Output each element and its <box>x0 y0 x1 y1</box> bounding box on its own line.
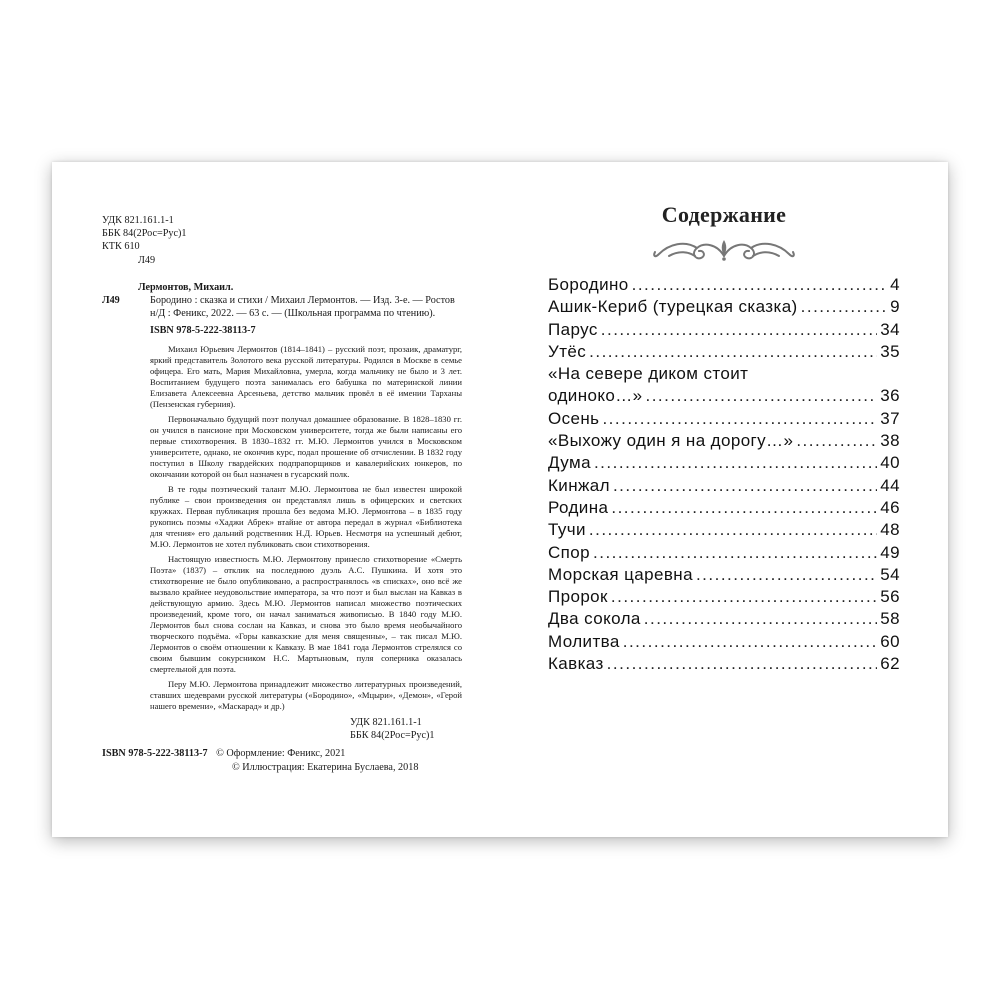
catalog-isbn: ISBN 978-5-222-38113-7 <box>150 325 256 337</box>
toc-page: 40 <box>880 453 900 473</box>
udc-code-bottom: УДК 821.161.1-1 <box>350 716 422 728</box>
toc-entry[interactable] <box>548 430 900 452</box>
toc-entry[interactable] <box>548 608 900 630</box>
toc-title: Молитва <box>548 631 620 651</box>
toc-page: 44 <box>880 475 900 495</box>
leader-dots <box>645 385 877 407</box>
catalog-record <box>102 281 462 742</box>
toc-entry[interactable] <box>548 564 900 586</box>
annotation-paragraph: Первоначально будущий поэт получал домашнее образование. В 1828–1830 гг. он учился в пансионе при Московском университете, тогда же были написаны его первые стихотворения. В 1830–1832 гг. М.Ю. Лермонтов учился в Московском университете, однако, не окончив курс, подал прошение об отчислении. В 1832 году поступил в Школу гвардейских подпрапорщиков и кавалерийских юнкеров, по окончании которой он был назначен в гусарский полк. <box>150 413 462 479</box>
toc-page: 35 <box>880 341 900 361</box>
toc-entry[interactable] <box>548 385 900 407</box>
toc-entry-line1[interactable] <box>548 363 900 385</box>
leader-dots <box>611 497 877 519</box>
leader-dots <box>589 341 877 363</box>
toc-page: 9 <box>890 297 900 317</box>
toc-entry[interactable] <box>548 542 900 564</box>
toc-title: Морская царевна <box>548 564 693 584</box>
toc-entry[interactable] <box>548 408 900 430</box>
toc-title: Два сокола <box>548 609 641 629</box>
author-mark: Л49 <box>138 254 156 266</box>
toc-title: Спор <box>548 542 590 562</box>
toc-page: 49 <box>880 542 900 562</box>
toc-entry[interactable] <box>548 341 900 363</box>
toc-page: 37 <box>880 408 900 428</box>
catalog-author: Лермонтов, Михаил. <box>138 281 234 293</box>
toc-title: Ашик-Кериб (турецкая сказка) <box>548 297 798 317</box>
toc-title: «На севере диком стоит <box>548 364 749 384</box>
toc-title: «Выхожу один я на дорогу…» <box>548 431 794 451</box>
footer-isbn: ISBN 978-5-222-38113-7 <box>102 748 208 759</box>
leader-dots <box>796 430 877 452</box>
toc-title: Бородино <box>548 275 629 294</box>
annotation-paragraph: Михаил Юрьевич Лермонтов (1814–1841) – русский поэт, прозаик, драматург, яркий представитель Золотого века русской литературы. Родился в Москве в семье офицера. Его мать, Мария Михайловна, умерла, когда мальчику не было и 3 лет. Воспитанием будущего поэта занималась его бабушка по материнской линии Елизавета Алексеевна Арсеньева, детство мальчик провёл в её имении Тарханы (Пензенская губерния). <box>150 343 462 409</box>
catalog-mark: Л49 <box>102 294 120 306</box>
annotation-paragraph: Перу М.Ю. Лермонтова принадлежит множество литературных произведений, ставших шедеврами русской литературы («Бородино», «Мцыри», «Демон», «Герой нашего времени», «Маскарад» и др.) <box>150 678 462 711</box>
leader-dots <box>611 586 877 608</box>
toc-page: 58 <box>880 609 900 629</box>
toc-title: Парус <box>548 319 598 339</box>
toc-entry[interactable] <box>548 319 900 341</box>
contents-title: Содержание <box>661 202 787 227</box>
toc-entry[interactable] <box>548 653 900 675</box>
leader-dots <box>601 319 878 341</box>
toc-title: Кинжал <box>548 475 610 495</box>
leader-dots <box>696 564 877 586</box>
toc-page: 62 <box>880 654 900 674</box>
toc-page: 36 <box>880 386 900 406</box>
toc-entry[interactable] <box>548 519 900 541</box>
toc-title: одиноко…» <box>548 386 643 406</box>
leader-dots <box>589 519 877 541</box>
leader-dots <box>623 631 878 653</box>
codes-bottom <box>102 716 462 742</box>
toc-title: Утёс <box>548 341 587 361</box>
toc-entry[interactable] <box>548 497 900 519</box>
contents-page <box>548 202 900 675</box>
toc-title: Дума <box>548 453 591 473</box>
toc-entry[interactable] <box>548 274 900 296</box>
leader-dots <box>594 452 877 474</box>
copyright-footer <box>102 747 418 775</box>
leader-dots <box>593 542 877 564</box>
toc-entry[interactable] <box>548 586 900 608</box>
illustration-copyright: © Иллюстрация: Екатерина Буслаева, 2018 <box>232 762 419 773</box>
toc-entry[interactable] <box>548 452 900 474</box>
toc-page: 48 <box>880 520 900 540</box>
toc-entry[interactable] <box>548 296 900 318</box>
toc-title: Осень <box>548 408 600 428</box>
toc-title: Тучи <box>548 520 586 540</box>
udc-code: УДК 821.161.1-1 <box>102 215 174 226</box>
toc-page: 60 <box>880 631 900 651</box>
toc-title: Кавказ <box>548 654 604 674</box>
imprint-page <box>102 214 462 742</box>
annotation-paragraph: Настоящую известность М.Ю. Лермонтову принесло стихотворение «Смерть Поэта» (1837) – отклик на последнюю дуэль А.С. Пушкина. И хотя это стихотворение не было опубликовано, а распространялось «в списках», оно всё же вызвало крайнее неудовольствие императора, за что поэт и был выслан на Кавказ в действующую армию. Здесь М.Ю. Лермонтов написал множество поэтических произведений, кроме того, он начал заниматься живописью. В 1840 году М.Ю. Лермонтов был снова сослан на Кавказ, и снова это было время необычайного творческого подъёма. «Горы кавказские для меня священны», – так писал М.Ю. Лермонтов о своём отношении к Кавказу. В мае 1841 года Лермонтов стрелялся со своим бывшим сокурсником Н.С. Мартыновым, пуля соперника оказалась смертельной для поэта. <box>150 553 462 674</box>
toc-title: Пророк <box>548 587 608 607</box>
leader-dots <box>801 296 888 318</box>
leader-dots <box>644 608 878 630</box>
bbk-code-bottom: ББК 84(2Рос=Рус)1 <box>350 729 435 741</box>
contents-list <box>548 274 900 675</box>
toc-entry[interactable] <box>548 475 900 497</box>
scroll-ornament-icon <box>649 234 799 264</box>
toc-page: 46 <box>880 497 900 517</box>
annotation-paragraph: В те годы поэтический талант М.Ю. Лермонтова не был известен широкой публике – свои произведения он представлял лишь в офицерских и светских кружках. Первая публикация прошла без ведома М.Ю. Лермонтова – в 1835 году рукопись поэмы «Хаджи Абрек» втайне от автора передал в журнал «Библиотека для чтения» его дальний родственник Н.Д. Юрьев. Несмотря на успешный дебют, М.Ю. Лермонтов не хотел публиковать свои стихотворения. <box>150 483 462 549</box>
toc-entry[interactable] <box>548 631 900 653</box>
leader-dots <box>632 274 888 296</box>
bbk-code: ББК 84(2Рос=Рус)1 <box>102 228 187 240</box>
ktk-code: КТК 610 <box>102 241 140 253</box>
catalog-description: Бородино : сказка и стихи / Михаил Лермонтов. — Изд. 3-е. — Ростов н/Д : Феникс, 2022. — 63 с. — (Школьная программа по чтению). <box>150 295 455 320</box>
toc-page: 38 <box>880 431 900 451</box>
leader-dots <box>613 475 877 497</box>
toc-page: 34 <box>880 319 900 339</box>
leader-dots <box>607 653 878 675</box>
toc-page: 54 <box>880 564 900 584</box>
design-copyright: © Оформление: Феникс, 2021 <box>216 748 346 759</box>
leader-dots <box>602 408 877 430</box>
toc-page: 4 <box>890 275 900 294</box>
book-spread <box>52 162 948 837</box>
toc-page: 56 <box>880 587 900 607</box>
toc-title: Родина <box>548 497 609 517</box>
annotation <box>102 344 462 712</box>
